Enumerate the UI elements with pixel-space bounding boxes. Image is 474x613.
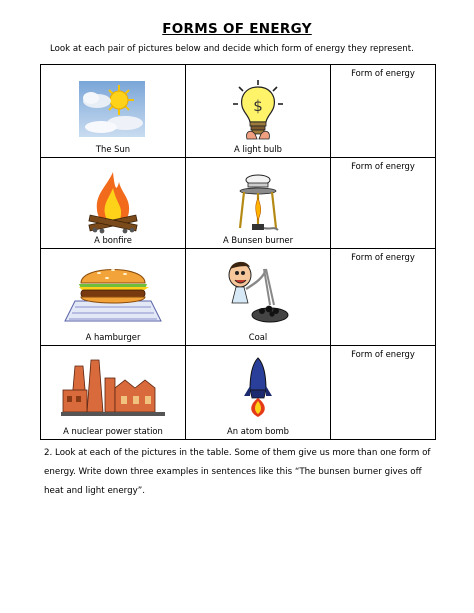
form-of-energy-label: Form of energy — [351, 252, 415, 262]
question-2: 2. Look at each of the pictures in the table. Some of them give us more than one form of energy. Write down three examples in sentences like this “The bunsen burner gives off heat and light energy”. — [44, 448, 431, 496]
caption-sun: The Sun — [95, 144, 131, 154]
power-station-icon — [61, 352, 165, 418]
energy-table — [40, 64, 436, 440]
cell-hamburger — [41, 249, 186, 346]
caption-light-bulb: A light bulb — [234, 144, 282, 154]
form-of-energy-cell[interactable] — [331, 158, 436, 249]
hamburger-icon — [63, 259, 163, 329]
svg-text:$: $ — [253, 97, 263, 115]
table-row — [41, 65, 436, 158]
caption-atom-bomb: An atom bomb — [227, 426, 289, 436]
form-of-energy-label: Form of energy — [351, 161, 415, 171]
table-row — [41, 249, 436, 346]
form-of-energy-cell[interactable] — [331, 346, 436, 440]
coal-icon — [226, 259, 290, 329]
light-bulb-icon — [231, 79, 285, 141]
form-of-energy-cell[interactable] — [331, 249, 436, 346]
cell-bunsen-burner — [186, 158, 331, 249]
atom-bomb-icon — [242, 356, 274, 418]
bonfire-icon — [85, 168, 141, 234]
sun-clouds-icon — [79, 81, 145, 137]
caption-bunsen-burner: A Bunsen burner — [222, 235, 294, 245]
cell-coal — [186, 249, 331, 346]
page-title: FORMS OF ENERGY — [162, 21, 312, 37]
form-of-energy-cell[interactable] — [331, 65, 436, 158]
caption-bonfire: A bonfire — [94, 235, 132, 245]
table-row — [41, 346, 436, 440]
caption-coal: Coal — [248, 332, 268, 342]
bunsen-burner-icon — [234, 170, 282, 234]
instructions: Look at each pair of pictures below and decide which form of energy they represent. — [50, 44, 414, 54]
table-row — [41, 158, 436, 249]
cell-power-station — [41, 346, 186, 440]
cell-atom-bomb — [186, 346, 331, 440]
cell-light-bulb — [186, 65, 331, 158]
cell-sun — [41, 65, 186, 158]
form-of-energy-label: Form of energy — [351, 349, 415, 359]
form-of-energy-label: Form of energy — [351, 68, 415, 78]
caption-power-station: A nuclear power station — [63, 426, 163, 436]
caption-hamburger: A hamburger — [85, 332, 141, 342]
cell-bonfire — [41, 158, 186, 249]
